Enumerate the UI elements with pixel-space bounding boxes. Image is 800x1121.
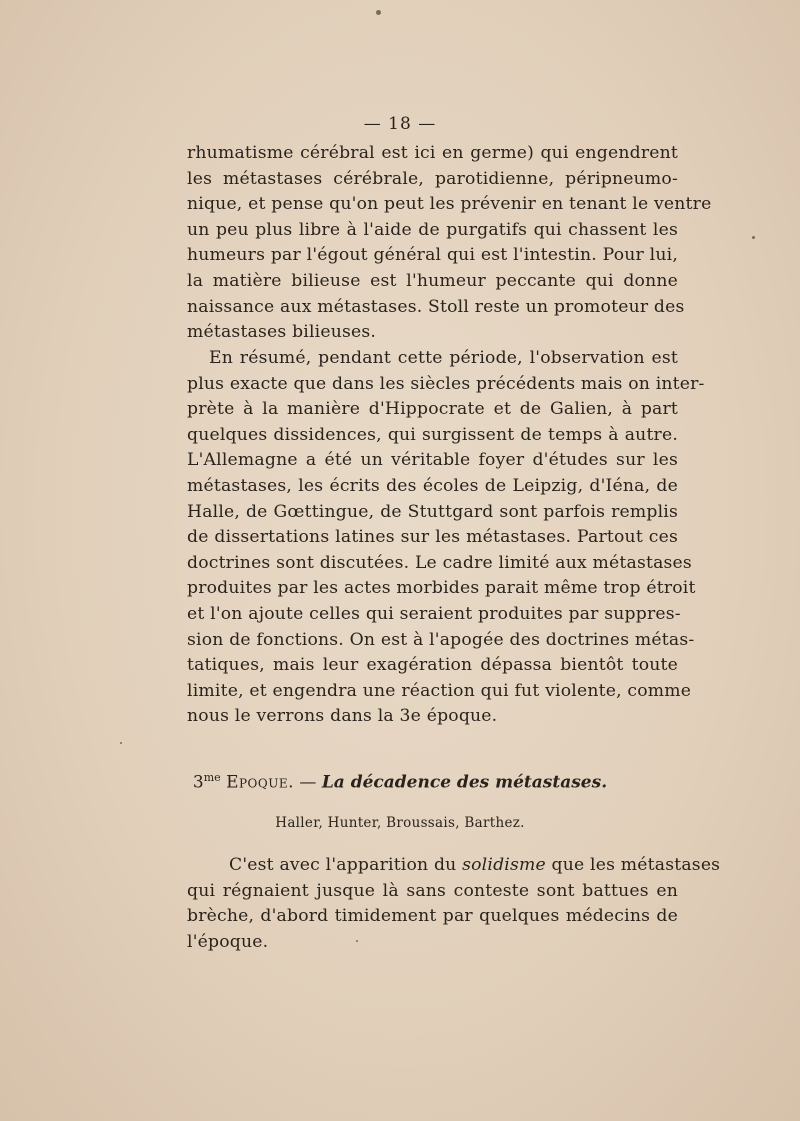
text-line: métastases bilieuses. [187, 322, 377, 343]
text-line: métastases, les écrits des écoles de Leipzig, d'Iéna, de [187, 475, 678, 496]
text-line: doctrines sont discutées. Le cadre limité aux métastases [187, 552, 692, 573]
text-fragment: que les métastases [545, 855, 721, 875]
text-line: qui régnaient jusque là sans conteste sont battues en [187, 880, 678, 901]
text-line: l'époque. [187, 931, 269, 952]
text-line: Halle, de Gœttingue, de Stuttgard sont parfois remplis [187, 501, 678, 522]
paragraph-2 [187, 346, 705, 730]
text-line: la matière bilieuse est l'humeur peccante qui donne [187, 270, 678, 291]
text-line: nique, et pense qu'on peut les prévenir en tenant le ventre [187, 194, 712, 215]
page-number: — 18 — [363, 114, 437, 134]
paper-speck [752, 236, 755, 239]
paper-speck [356, 940, 358, 942]
paragraph-3 [187, 853, 721, 955]
emphasis-solidisme: solidisme [462, 855, 546, 875]
text-line: nous le verrons dans la 3e époque. [187, 706, 498, 727]
section-title: La décadence des métastases. [321, 772, 608, 793]
text-line: humeurs par l'égout général qui est l'intestin. Pour lui, [187, 245, 678, 266]
text-line: limite, et engendra une réaction qui fut violente, comme [187, 680, 692, 701]
paper-speck [376, 10, 381, 15]
text-line: et l'on ajoute celles qui seraient produites par suppres- [187, 603, 681, 624]
text-line: L'Allemagne a été un véritable foyer d'études sur les [187, 450, 678, 471]
paper-speck [120, 742, 122, 744]
text-line: quelques dissidences, qui surgissent de temps à autre. [187, 424, 678, 445]
text-line: prète à la manière d'Hippocrate et de Galien, à part [187, 399, 678, 420]
text-line: naissance aux métastases. Stoll reste un promoteur des [187, 296, 685, 317]
text-line [187, 853, 721, 879]
text-line: En résumé, pendant cette période, l'observation est [209, 348, 678, 368]
section-heading [0, 771, 800, 793]
authors-line: Haller, Hunter, Broussais, Barthez. [275, 815, 525, 831]
paragraph-1 [187, 141, 712, 346]
text-line: produites par les actes morbides parait même trop étroit [187, 578, 696, 599]
text-line: un peu plus libre à l'aide de purgatifs qui chassent les [187, 219, 678, 240]
text-line: brèche, d'abord timidement par quelques médecins de [187, 906, 678, 927]
section-dash: — [294, 772, 322, 793]
section-label: Epoque. [226, 772, 295, 793]
text-line: tatiques, mais leur exagération dépassa bientôt toute [187, 655, 678, 676]
text-line: rhumatisme cérébral est ici en germe) qui engendrent [187, 143, 678, 163]
text-fragment: C'est avec l'apparition du [229, 855, 463, 875]
text-line: de dissertations latines sur les métastases. Partout ces [187, 527, 678, 548]
text-line: les métastases cérébrale, parotidienne, péripneumo- [187, 168, 678, 189]
text-line: sion de fonctions. On est à l'apogée des doctrines métas- [187, 629, 695, 650]
section-number-suffix: me [203, 771, 221, 784]
section-number: 3 [192, 772, 204, 793]
text-line: plus exacte que dans les siècles précédents mais on inter- [187, 373, 705, 394]
